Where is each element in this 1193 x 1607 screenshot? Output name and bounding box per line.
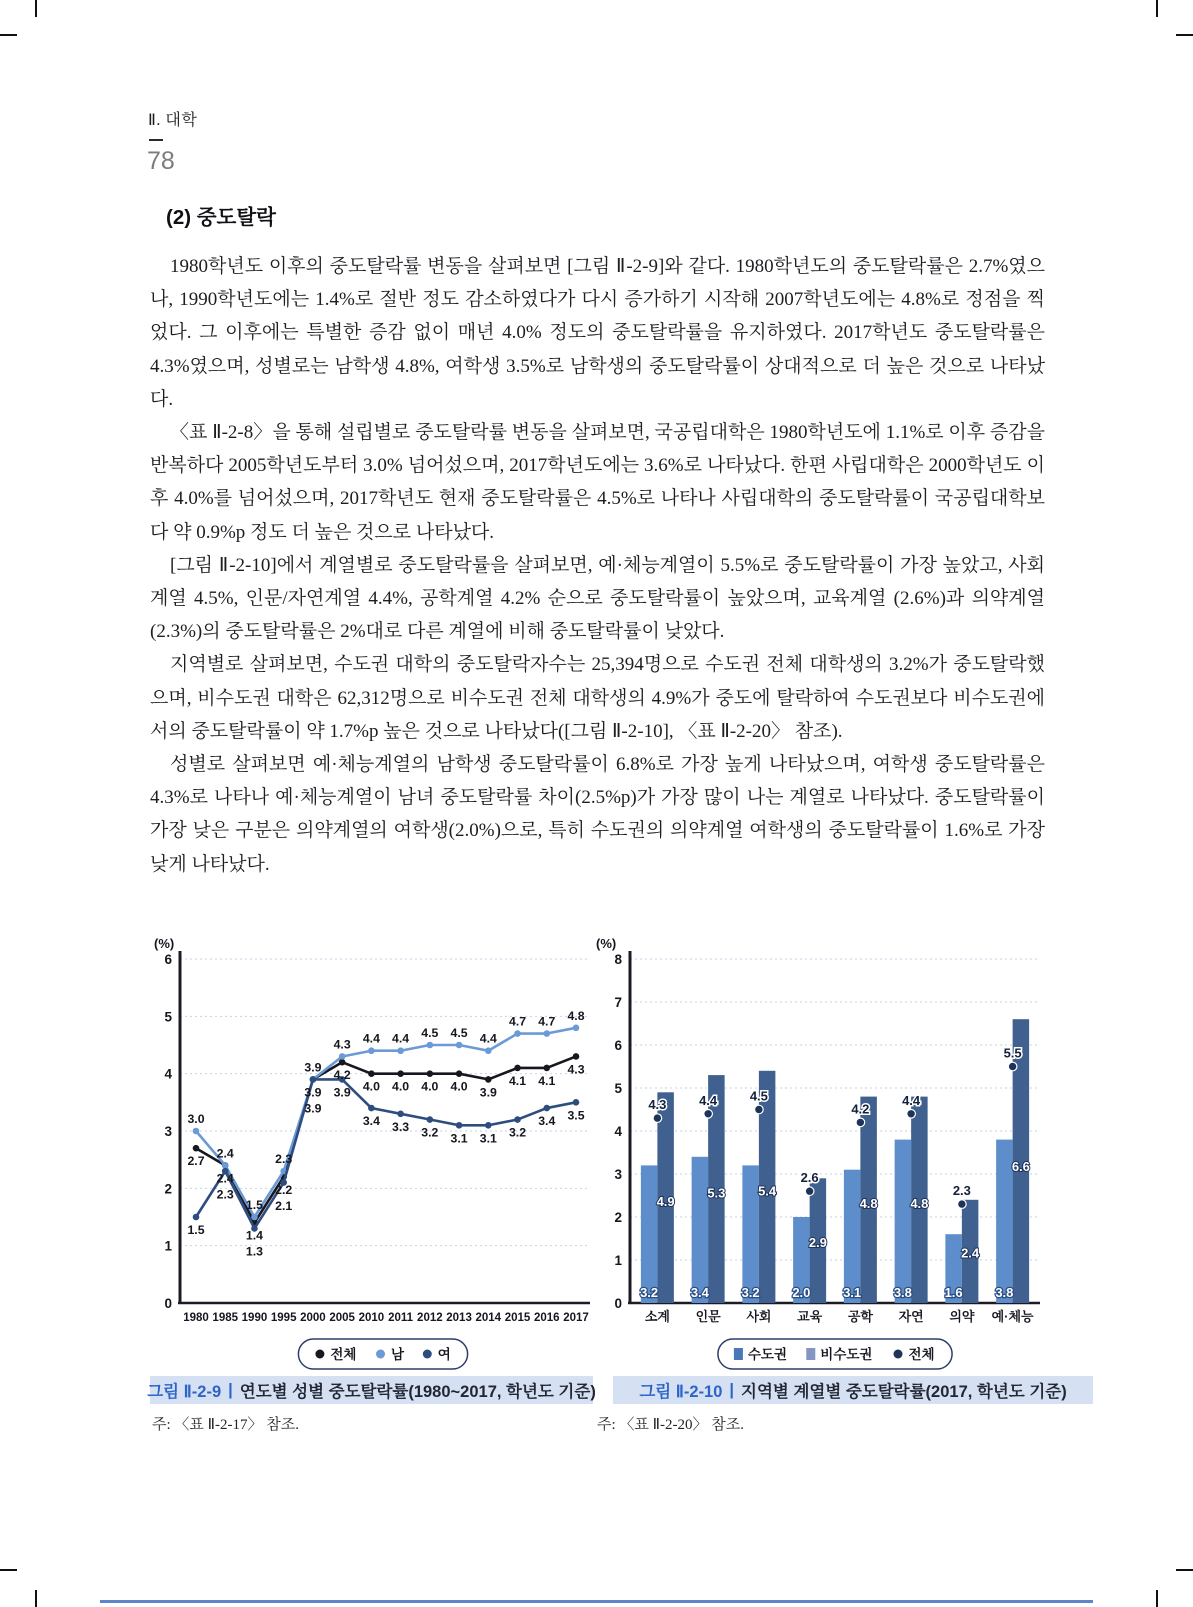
data-point (543, 1105, 550, 1112)
body-paragraph: [그림 Ⅱ-2-10]에서 계열별로 중도탈락률을 살펴보면, 예·체능계열이 5.5%로 중도탈락률이 가장 높았고, 사회계열 4.5%, 인문/자연계열 4.4%, 공학계열 4.2% 순으로 중도탈락률이 높았으며, 교육계열 (2.6%)과 의약계열(2.3%)의 중도탈락률은 2%대로 다른 계열에 비해 중도탈락률이 낮았다. (150, 554, 1045, 643)
crop-mark-top-right-h (1176, 34, 1193, 36)
total-dot (856, 1118, 865, 1127)
bar-label-metro: 1.6 (944, 1285, 963, 1300)
data-point (427, 1042, 434, 1049)
body-text (150, 250, 1045, 881)
data-point (456, 1070, 463, 1077)
data-label: 3.5 (567, 1108, 585, 1123)
bar-metro (742, 1165, 759, 1303)
data-label: 3.4 (538, 1114, 556, 1129)
figure1-caption-title: 연도별 성별 중도탈락률(1980~2017, 학년도 기준) (239, 1383, 596, 1401)
data-point (427, 1070, 434, 1077)
data-point (368, 1105, 375, 1112)
body-paragraph: 1980학년도 이후의 중도탈락률 변동을 살펴보면 [그림 Ⅱ-2-9]와 같다. 1980학년도의 중도탈락률은 2.7%였으나, 1990학년도에는 1.4%로 절반 정도 감소하였다가 다시 증가하기 시작해 2007학년도에는 4.8%로 정점을 찍었다. 그 이후에는 특별한 증감 없이 매년 4.0% 정도의 중도탈락률을 유지하였다. 2017학년도 중도탈락률은 4.3%였으며, 성별로는 남학생 4.8%, 여학생 3.5%로 남학생의 중도탈락률이 상대적으로 더 높은 것으로 나타났다. (150, 256, 1045, 410)
x-tick-label: 자연 (898, 1309, 924, 1324)
total-label: 4.2 (851, 1101, 870, 1117)
figure1-caption-label: 그림 Ⅱ-2-9 (147, 1383, 222, 1401)
legend-label: 비수도권 (820, 1347, 873, 1362)
data-point (543, 1065, 550, 1072)
legend-label: 전체 (908, 1347, 935, 1362)
data-label: 2.4 (216, 1171, 234, 1186)
data-label: 1.4 (245, 1228, 264, 1243)
data-label: 3.9 (304, 1060, 322, 1075)
y-tick-label: 2 (614, 1210, 622, 1225)
total-dot (704, 1110, 713, 1119)
data-point (543, 1030, 550, 1037)
bar-metro (996, 1140, 1013, 1303)
x-tick-label: 의약 (949, 1309, 975, 1324)
data-label: 3.2 (508, 1125, 527, 1140)
bar-label-metro: 2.0 (792, 1285, 811, 1300)
page-number-divider (149, 139, 163, 141)
total-dot (755, 1105, 764, 1114)
figure-bar-chart (592, 935, 1093, 1455)
data-point (222, 1162, 229, 1169)
data-label: 1.3 (245, 1244, 264, 1259)
x-tick-label: 교육 (797, 1309, 823, 1324)
bar-label-nonmetro: 6.6 (1011, 1158, 1030, 1174)
data-point (397, 1047, 404, 1054)
y-tick-label: 1 (614, 1253, 622, 1268)
total-dot (1008, 1062, 1017, 1071)
bar-label-nonmetro: 4.8 (910, 1195, 929, 1211)
section-heading: (2) 중도탈락 (166, 206, 276, 229)
data-label: 3.1 (450, 1131, 468, 1146)
legend-label: 전체 (330, 1347, 357, 1362)
x-tick-label: 사회 (746, 1309, 772, 1324)
legend-marker (376, 1350, 385, 1359)
data-label: 1.5 (187, 1223, 205, 1237)
data-label: 2.7 (187, 1154, 205, 1169)
total-dot (653, 1114, 662, 1123)
crop-mark-bottom-left-h (0, 1569, 17, 1571)
bar-chart-svg (592, 935, 1042, 1375)
bar-metro (641, 1165, 658, 1303)
total-dot (805, 1187, 814, 1196)
x-tick-label: 2012 (417, 1312, 443, 1324)
y-tick-label: 4 (164, 1066, 172, 1082)
y-tick-label: 2 (164, 1181, 172, 1197)
y-tick-label: 3 (164, 1124, 172, 1139)
bar-metro (844, 1170, 861, 1303)
data-point (456, 1042, 463, 1049)
data-point (397, 1111, 404, 1118)
figure1-caption-divider: | (228, 1380, 233, 1399)
y-tick-label: 6 (164, 952, 172, 967)
legend-marker (894, 1350, 903, 1359)
legend-marker (806, 1348, 815, 1360)
x-tick-label: 2000 (300, 1312, 326, 1324)
data-label: 3.0 (187, 1112, 205, 1126)
data-label: 4.4 (479, 1031, 497, 1046)
data-point (514, 1065, 521, 1072)
data-label: 4.0 (421, 1079, 439, 1094)
total-label: 4.4 (902, 1092, 921, 1108)
body-paragraph: 지역별로 살펴보면, 수도권 대학의 중도탈락자수는 25,394명으로 수도권 전체 대학생의 3.2%가 중도탈락했으며, 비수도권 대학은 62,312명으로 비수도권 전체 대학생의 4.9%가 중도에 탈락하여 수도권보다 비수도권에서의 중도탈락률이 약 1.7%p 높은 것으로 나타났다([그림 Ⅱ-2-10], 〈표 Ⅱ-2-20〉 참조). (150, 654, 1045, 742)
legend-marker (734, 1348, 743, 1360)
x-tick-label: 인문 (695, 1309, 721, 1324)
data-label: 3.9 (333, 1085, 351, 1100)
data-point (193, 1214, 200, 1221)
data-point (485, 1047, 492, 1054)
data-label: 1.5 (245, 1198, 264, 1212)
data-label: 3.2 (421, 1125, 439, 1140)
axis-unit-label: (%) (154, 936, 175, 951)
bar-label-metro: 3.2 (741, 1285, 760, 1300)
data-label: 4.4 (392, 1031, 410, 1046)
data-point (193, 1145, 200, 1152)
total-dot (907, 1110, 916, 1119)
crop-mark-top-left-h (0, 34, 17, 36)
figure2-caption-label: 그림 Ⅱ-2-10 (639, 1383, 723, 1401)
total-dot (958, 1200, 967, 1209)
x-tick-label: 2015 (504, 1312, 531, 1324)
data-point (514, 1030, 521, 1037)
data-point (339, 1053, 346, 1060)
crop-mark-top-left-v (35, 0, 37, 17)
figure2-note: 주: 〈표 Ⅱ-2-20〉 참조. (597, 1417, 745, 1433)
y-tick-label: 6 (614, 1038, 622, 1053)
x-tick-label: 1990 (241, 1312, 268, 1324)
data-point (427, 1116, 434, 1123)
data-point (368, 1070, 375, 1077)
total-label: 5.5 (1003, 1045, 1022, 1061)
data-label: 4.7 (508, 1014, 527, 1029)
data-label: 4.2 (333, 1068, 351, 1083)
data-point (573, 1025, 580, 1032)
body-paragraph: 성별로 살펴보면 예·체능계열의 남학생 중도탈락률이 6.8%로 가장 높게 나타났으며, 여학생 중도탈락률은 4.3%로 나타나 예·체능계열이 남녀 중도탈락률 차이(2.5%p)가 가장 많이 나는 계열로 나타났다. 중도탈락률이 가장 낮은 구분은 의약계열의 여학생(2.0%)으로, 특히 수도권의 의약계열 여학생의 중도탈락률이 1.6%로 가장 낮게 나타났다. (150, 754, 1045, 875)
data-label: 3.9 (479, 1085, 497, 1100)
bar-label-metro: 3.2 (640, 1285, 659, 1300)
bar-label-nonmetro: 2.9 (808, 1235, 827, 1251)
legend-marker (423, 1350, 432, 1359)
total-label: 2.3 (952, 1183, 971, 1199)
axis-unit-label: (%) (596, 936, 617, 951)
data-point (397, 1070, 404, 1077)
figure-line-chart (147, 935, 596, 1455)
y-tick-label: 1 (164, 1238, 172, 1254)
total-label: 4.5 (749, 1088, 768, 1104)
data-label: 4.0 (450, 1079, 468, 1094)
x-tick-label: 1985 (212, 1312, 239, 1324)
figure2-caption-title: 지역별 계열별 중도탈락률(2017, 학년도 기준) (741, 1383, 1067, 1401)
legend-label: 수도권 (747, 1347, 788, 1362)
figure1-note: 주: 〈표 Ⅱ-2-17〉 참조. (152, 1417, 300, 1433)
y-tick-label: 0 (164, 1296, 172, 1311)
data-point (368, 1047, 375, 1054)
body-paragraph: 〈표 Ⅱ-2-8〉을 통해 설립별로 중도탈락률 변동을 살펴보면, 국공립대학은 1980학년도에 1.1%로 이후 증감을 반복하다 2005학년도부터 3.0% 넘어섰으며, 2017학년도에는 3.6%로 나타났다. 한편 사립대학은 2000학년도 이후 4.0%를 넘어섰으며, 2017학년도 현재 중도탈락률은 4.5%로 나타나 사립대학의 중도탈락률이 국공립대학보다 약 0.9%p 정도 더 높은 것으로 나타났다. (150, 422, 1045, 543)
legend-label: 남 (391, 1347, 405, 1362)
x-tick-label: 2017 (563, 1312, 589, 1324)
data-label: 3.3 (392, 1119, 410, 1134)
data-label: 3.9 (304, 1085, 322, 1100)
crop-mark-top-right-v (1156, 0, 1158, 17)
line-chart-svg (150, 935, 593, 1375)
data-point (251, 1214, 258, 1221)
bar-label-nonmetro: 4.8 (859, 1195, 878, 1211)
bar-metro (692, 1157, 709, 1303)
data-point (514, 1116, 521, 1123)
y-tick-label: 5 (614, 1081, 622, 1096)
x-tick-label: 2005 (329, 1312, 355, 1324)
x-tick-label: 2010 (358, 1312, 385, 1324)
legend-marker (315, 1350, 324, 1359)
data-label: 4.4 (362, 1031, 380, 1046)
bar-label-metro: 3.1 (843, 1285, 862, 1300)
data-label: 4.3 (333, 1037, 351, 1052)
figure2-caption-bar (613, 1376, 1093, 1404)
total-label: 4.3 (648, 1097, 667, 1113)
bar-metro (895, 1140, 912, 1303)
x-tick-label: 1980 (183, 1312, 209, 1324)
data-label: 3.9 (304, 1101, 322, 1116)
y-tick-label: 7 (614, 995, 622, 1010)
data-label: 4.1 (538, 1073, 556, 1088)
y-tick-label: 8 (614, 952, 622, 967)
data-label: 3.4 (362, 1114, 380, 1129)
bar-label-metro: 3.8 (893, 1285, 912, 1300)
crop-mark-bottom-right-v (1156, 1590, 1158, 1607)
data-label: 4.1 (508, 1073, 527, 1088)
bar-label-metro: 3.4 (690, 1285, 709, 1300)
data-label: 4.3 (567, 1062, 585, 1077)
x-tick-label: 2011 (388, 1312, 414, 1324)
y-tick-label: 4 (614, 1124, 622, 1139)
x-tick-label: 2016 (533, 1312, 560, 1324)
legend-label: 여 (437, 1347, 451, 1362)
data-label: 4.0 (362, 1079, 380, 1094)
x-tick-label: 2013 (446, 1312, 472, 1324)
total-label: 4.4 (699, 1092, 718, 1108)
x-tick-label: 2014 (475, 1312, 502, 1324)
bar-label-metro: 3.8 (995, 1285, 1014, 1300)
crop-mark-bottom-right-h (1176, 1569, 1193, 1571)
y-tick-label: 3 (614, 1167, 622, 1182)
x-tick-label: 예·체능 (991, 1309, 1034, 1324)
data-label: 2.4 (216, 1146, 234, 1161)
data-point (573, 1099, 580, 1106)
data-label: 3.1 (479, 1131, 497, 1146)
page-number: 78 (147, 147, 175, 175)
x-tick-label: 공학 (847, 1309, 873, 1324)
data-point (573, 1053, 580, 1060)
x-tick-label: 1995 (270, 1312, 297, 1324)
x-tick-label: 소계 (644, 1309, 670, 1324)
y-tick-label: 0 (614, 1296, 622, 1311)
figure1-caption-bar (147, 1376, 596, 1404)
figure2-caption-divider: | (729, 1380, 735, 1399)
data-label: 2.1 (275, 1198, 293, 1213)
data-point (310, 1076, 317, 1083)
bar-label-nonmetro: 5.4 (758, 1183, 777, 1199)
data-point (485, 1122, 492, 1129)
bar-label-nonmetro: 4.9 (656, 1193, 675, 1209)
data-point (193, 1128, 200, 1135)
data-point (485, 1076, 492, 1083)
chapter-label: Ⅱ. 대학 (148, 112, 198, 129)
data-label: 2.3 (275, 1152, 293, 1167)
crop-mark-bottom-left-v (35, 1590, 37, 1607)
data-label: 4.5 (450, 1026, 468, 1040)
data-label: 2.2 (275, 1182, 293, 1197)
data-point (456, 1122, 463, 1129)
data-label: 4.5 (421, 1026, 439, 1040)
data-label: 4.8 (567, 1008, 585, 1023)
bar-label-nonmetro: 5.3 (707, 1185, 726, 1201)
total-label: 2.6 (800, 1170, 819, 1186)
data-label: 4.0 (392, 1079, 410, 1094)
data-label: 2.3 (216, 1187, 234, 1202)
bottom-rule (100, 1600, 1093, 1603)
bar-label-nonmetro: 2.4 (961, 1245, 980, 1261)
y-tick-label: 5 (164, 1009, 172, 1025)
data-label: 4.7 (538, 1014, 556, 1029)
